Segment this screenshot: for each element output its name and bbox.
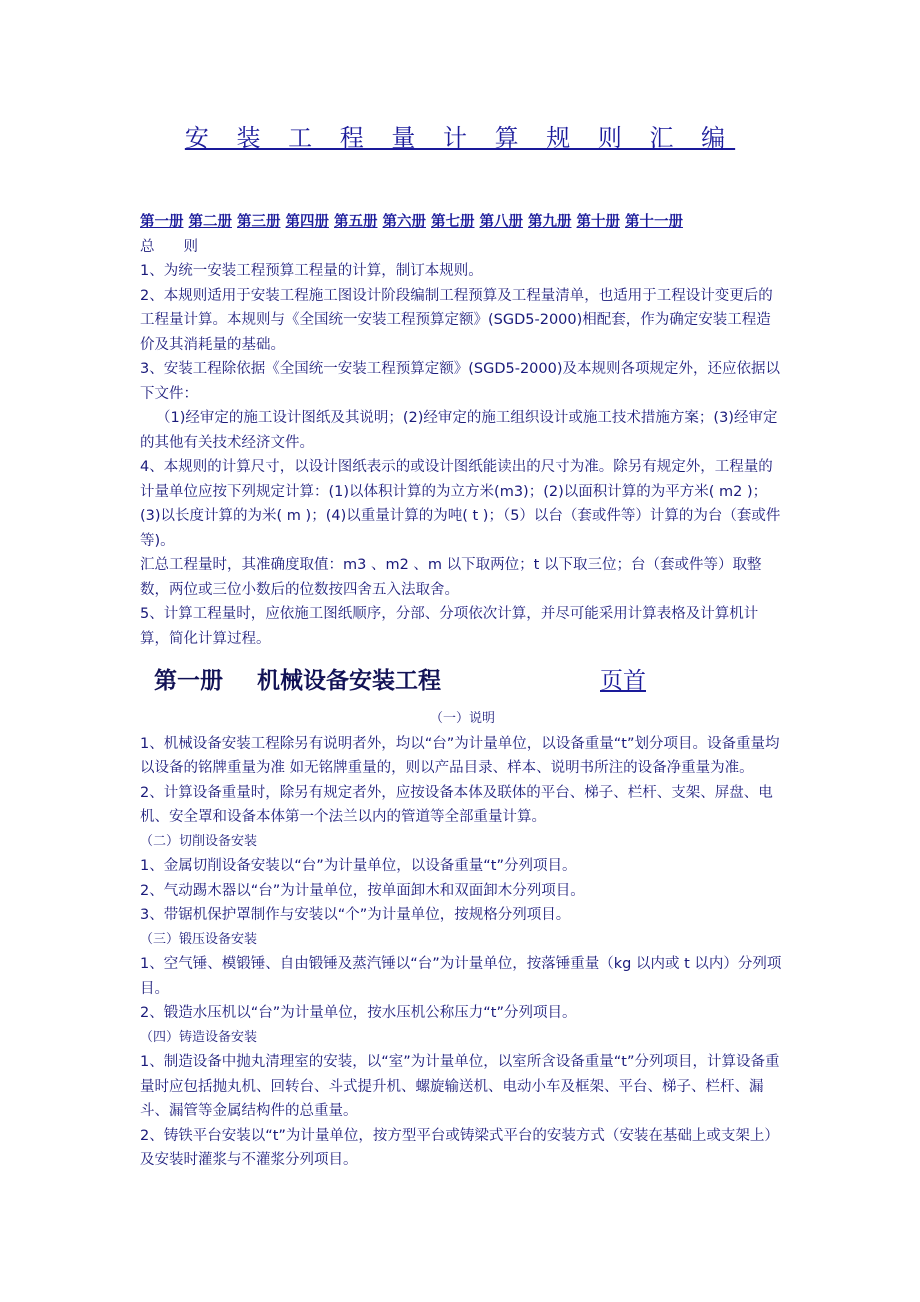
nav-link-vol9[interactable]: 第九册: [528, 214, 572, 230]
section-paragraph: 2、计算设备重量时，除另有规定者外，应按设备本体及联体的平台、梯子、栏杆、支架、屏盘、电机、安全罩和设备本体第一个法兰以内的管道等全部重量计算。: [140, 784, 773, 825]
general-heading: 总 则: [140, 238, 198, 255]
volume1-name: 机械设备安装工程: [257, 668, 441, 694]
general-paragraph: 汇总工程量时，其准确度取值：m3 、m2 、m 以下取两位；t 以下取三位；台（套或件等）取整数，两位或三位小数后的位数按四舍五入法取舍。: [140, 557, 762, 598]
nav-link-vol7[interactable]: 第七册: [431, 214, 475, 230]
general-paragraph: 5、计算工程量时，应依施工图纸顺序，分部、分项依次计算，并尽可能采用计算表格及计算机计算，简化计算过程。: [140, 606, 759, 647]
document-title: 安 装 工 程 量 计 算 规 则 汇 编: [184, 124, 736, 152]
general-paragraph: 4、本规则的计算尺寸，以设计图纸表示的或设计图纸能读出的尺寸为准。除另有规定外，工程量的计量单位应按下列规定计算：(1)以体积计算的为立方米(m3)；(2)以面积计算的为平方米( m2 )；(3)以长度计算的为米( m )；(4)以重量计算的为吨( t )；（5）以台（套或件等）计算的为台（套或件等)。: [140, 459, 781, 549]
home-link[interactable]: 页首: [600, 668, 646, 694]
general-paragraph: 1、为统一安装工程预算工程量的计算，制订本规则。: [140, 263, 483, 279]
section-title: （二）切削设备安装: [140, 833, 258, 849]
section-paragraph: 2、锻造水压机以“台”为计量单位，按水压机公称压力“t”分列项目。: [140, 1005, 577, 1021]
nav-link-vol1[interactable]: 第一册: [140, 214, 184, 230]
general-paragraph: 2、本规则适用于安装工程施工图设计阶段编制工程预算及工程量清单，也适用于工程设计变更后的工程量计算。本规则与《全国统一安装工程预算定额》(SGD5-2000)相配套，作为确定安装工程造价及其消耗量的基础。: [140, 287, 773, 353]
section-title: （三）锻压设备安装: [140, 931, 258, 947]
nav-link-vol8[interactable]: 第八册: [479, 214, 523, 230]
volume1-heading: [154, 655, 799, 707]
section-paragraph: 1、金属切削设备安装以“台”为计量单位，以设备重量“t”分列项目。: [140, 858, 577, 874]
nav-link-vol10[interactable]: 第十册: [576, 214, 620, 230]
section-title: （一）说明: [429, 711, 495, 726]
nav-link-vol2[interactable]: 第二册: [188, 214, 232, 230]
volume1-number: 第一册: [154, 668, 223, 694]
section-paragraph: 1、空气锤、模锻锤、自由锻锤及蒸汽锤以“台”为计量单位，按落锤重量（kg 以内或 t 以内）分列项目。: [140, 956, 782, 997]
nav-link-vol4[interactable]: 第四册: [285, 214, 329, 230]
general-paragraph: 3、安装工程除依据《全国统一安装工程预算定额》(SGD5-2000)及本规则各项规定外，还应依据以下文件：: [140, 361, 781, 402]
nav-link-vol5[interactable]: 第五册: [334, 214, 378, 230]
nav-link-vol3[interactable]: 第三册: [237, 214, 281, 230]
section-paragraph: 2、铸铁平台安装以“t”为计量单位，按方型平台或铸梁式平台的安装方式（安装在基础上或支架上）及安装时灌浆与不灌浆分列项目。: [140, 1127, 779, 1168]
section-paragraph: 1、机械设备安装工程除另有说明者外，均以“台”为计量单位，以设备重量“t”划分项目。设备重量均以设备的铭牌重量为准 如无铭牌重量的，则以产品目录、样本、说明书所注的设备净重量为准。: [140, 735, 780, 776]
section-paragraph: 3、带锯机保护罩制作与安装以“个”为计量单位，按规格分列项目。: [140, 907, 571, 923]
nav-link-vol11[interactable]: 第十一册: [625, 214, 683, 230]
section-paragraph: 1、制造设备中抛丸清理室的安装，以“室”为计量单位，以室所含设备重量“t”分列项目，计算设备重量时应包括抛丸机、回转台、斗式提升机、螺旋输送机、电动小车及框架、平台、梯子、栏杆、漏斗、漏管等金属结构件的总重量。: [140, 1054, 780, 1119]
section-paragraph: 2、气动踢木器以“台”为计量单位，按单面卸木和双面卸木分列项目。: [140, 882, 585, 899]
nav-link-vol6[interactable]: 第六册: [382, 214, 426, 230]
general-paragraph: （1)经审定的施工设计图纸及其说明；(2)经审定的施工组织设计或施工技术措施方案；(3)经审定的其他有关技术经济文件。: [140, 410, 778, 451]
section-title: （四）铸造设备安装: [140, 1029, 258, 1045]
volume-nav: [140, 210, 785, 235]
document-body: [140, 210, 785, 1173]
